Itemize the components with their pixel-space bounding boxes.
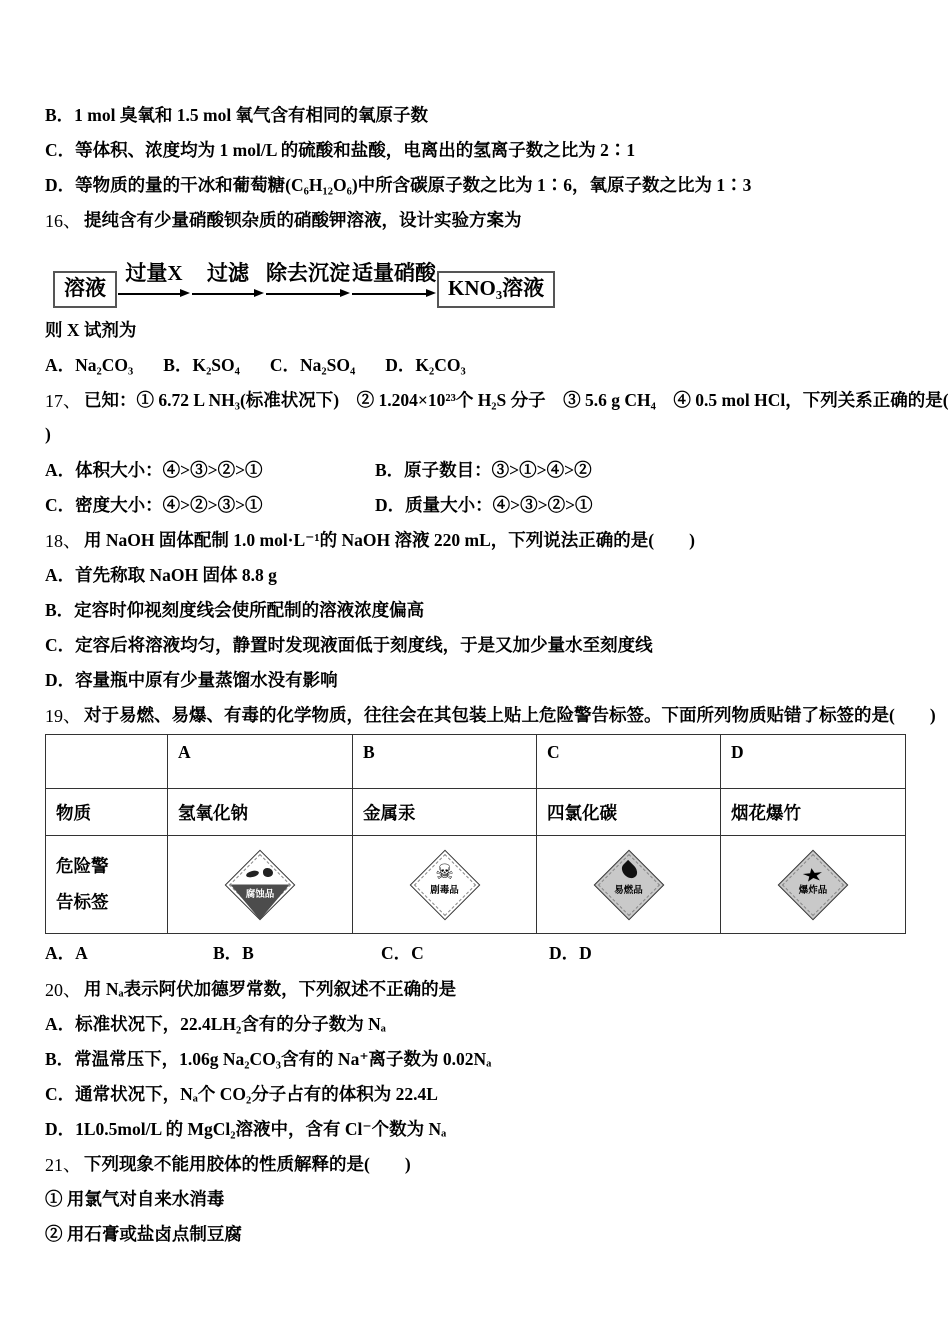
corrosive-hazard-icon	[221, 846, 299, 924]
q21-stem-text: 下列现象不能用胶体的性质解释的是( )	[84, 1154, 411, 1174]
right-arrow-icon	[118, 289, 190, 298]
q16-flow-diagram	[53, 237, 905, 312]
q19-answer-b: B．B	[213, 943, 254, 963]
hazard-row-label-line2: 告标签	[56, 891, 109, 912]
q17-option-b: B．原子数目：③>①>④>②	[375, 460, 592, 480]
q15-option-b: B．1 mol 臭氧和 1.5 mol 氧气含有相同的氧原子数	[45, 105, 429, 125]
q16-stem	[45, 202, 905, 237]
q19-answer-d: D．D	[549, 943, 592, 963]
q20-option-c: C．通常状况下，Nₐ个 CO₂分子占有的体积为 22.4L	[45, 1084, 438, 1104]
q16-option-d: D．K₂CO₃	[385, 355, 466, 375]
substance-d: 烟花爆竹	[721, 789, 906, 836]
substance-row	[46, 789, 906, 836]
hazard-cell-b	[353, 836, 537, 934]
explosive-hazard-icon	[774, 846, 852, 924]
col-header-c: C	[537, 735, 721, 789]
q17-option-a: A．体积大小：④>③>②>①	[45, 460, 263, 480]
col-header-d: D	[721, 735, 906, 789]
flow-step-3	[266, 263, 350, 312]
toxic-hazard-icon	[406, 846, 484, 924]
q19-answer-a: A．A	[45, 943, 88, 963]
col-header-b: B	[353, 735, 537, 789]
hazard-label-text: 腐蚀品	[245, 889, 275, 900]
flammable-hazard-icon	[590, 846, 668, 924]
q18-option-b: B．定容时仰视刻度线会使所配制的溶液浓度偏高	[45, 600, 425, 620]
flow-step-4-label: 适量硝酸	[352, 261, 436, 285]
skull-crossbones-icon: ☠	[435, 859, 454, 884]
q16-prompt: 则 X 试剂为	[45, 320, 137, 340]
flow-step-2	[192, 263, 264, 312]
substance-a: 氢氧化钠	[168, 789, 353, 836]
q15-option-c: C．等体积、浓度均为 1 mol/L 的硫酸和盐酸，电离出的氢离子数之比为 2∶1	[45, 140, 636, 160]
q17-number: 17、	[45, 390, 81, 411]
q15-option-d: D．等物质的量的干冰和葡萄糖(C₆H₁₂O₆)中所含碳原子数之比为 1∶6，氧原子数之比为 1∶3	[45, 175, 752, 195]
q18-option-a: A．首先称取 NaOH 固体 8.8 g	[45, 565, 277, 585]
flow-end-box: KNO₃溶液	[437, 271, 555, 308]
q20-stem	[45, 971, 905, 1006]
q20-stem-text: 用 Nₐ表示阿伏加德罗常数，下列叙述不正确的是	[84, 979, 457, 999]
q16-option-a: A．Na₂CO₃	[45, 355, 134, 375]
q17-option-d: D．质量大小：④>③>②>①	[375, 495, 593, 515]
q16-options	[45, 347, 905, 382]
hazard-label-row	[46, 836, 906, 934]
explosion-icon: ★	[799, 863, 827, 887]
q20-option-b: B．常温常压下，1.06g Na₂CO₃含有的 Na⁺离子数为 0.02Nₐ	[45, 1049, 492, 1069]
flow-step-4	[352, 263, 436, 312]
hazard-row-label-line1: 危险警	[56, 856, 109, 876]
q19-stem-text: 对于易燃、易爆、有毒的化学物质，往往会在其包装上贴上危险警告标签。下面所列物质贴错了标签的是( )	[84, 705, 936, 725]
q17-stem	[45, 382, 949, 417]
q19-stem	[45, 697, 936, 732]
hazard-cell-c	[537, 836, 721, 934]
q19-answer-c: C．C	[381, 943, 424, 963]
q16-number: 16、	[45, 210, 81, 231]
flow-step-3-label: 除去沉淀	[266, 261, 350, 285]
q17-option-c: C．密度大小：④>②>③>①	[45, 495, 263, 515]
hazard-label-text: 爆炸品	[798, 885, 828, 896]
q19-answer-options	[45, 934, 905, 971]
q18-option-c: C．定容后将溶液均匀，静置时发现液面低于刻度线，于是又加少量水至刻度线	[45, 635, 653, 655]
flow-step-1-label: 过量X	[125, 261, 183, 285]
hazard-cell-d	[721, 836, 906, 934]
hazard-cell-a	[168, 836, 353, 934]
right-arrow-icon	[266, 289, 350, 298]
col-header-a: A	[168, 735, 353, 789]
q18-number: 18、	[45, 530, 81, 551]
q20-number: 20、	[45, 979, 81, 1000]
q17-stem-text: 已知：① 6.72 L NH₃(标准状况下) ② 1.204×10²³个 H₂S 分子 ③ 5.6 g CH₄ ④ 0.5 mol HCl，下列关系正确的是(	[84, 390, 949, 410]
flow-step-1	[118, 263, 190, 312]
table-corner-cell	[46, 735, 168, 789]
right-arrow-icon	[352, 289, 436, 298]
q21-number: 21、	[45, 1154, 81, 1175]
substance-b: 金属汞	[353, 789, 537, 836]
right-arrow-icon	[192, 289, 264, 298]
q17-stem-close: )	[45, 424, 51, 444]
hazard-label-text: 剧毒品	[430, 885, 459, 896]
hazard-row-label	[46, 836, 168, 934]
q21-item-2: ② 用石膏或盐卤点制豆腐	[45, 1224, 242, 1244]
substance-c: 四氯化碳	[537, 789, 721, 836]
q16-option-b: B．K₂SO₄	[163, 355, 240, 375]
q16-option-c: C．Na₂SO₄	[269, 355, 356, 375]
q21-item-1: ① 用氯气对自来水消毒	[45, 1189, 225, 1209]
q21-stem	[45, 1146, 905, 1181]
q18-stem	[45, 522, 905, 557]
q17-options-row-2	[45, 487, 905, 522]
q18-option-d: D．容量瓶中原有少量蒸馏水没有影响	[45, 670, 338, 690]
q19-hazard-table	[45, 734, 906, 934]
q17-options-row-1	[45, 452, 905, 487]
q16-stem-text: 提纯含有少量硝酸钡杂质的硝酸钾溶液，设计实验方案为	[84, 210, 522, 230]
table-header-row	[46, 735, 906, 789]
q20-option-a: A．标准状况下，22.4LH₂含有的分子数为 Nₐ	[45, 1014, 386, 1034]
corrosion-pictogram	[263, 868, 273, 877]
flow-start-box: 溶液	[53, 271, 117, 308]
q18-stem-text: 用 NaOH 固体配制 1.0 mol·L⁻¹的 NaOH 溶液 220 mL，下列说法正确的是( )	[84, 530, 695, 550]
q19-number: 19、	[45, 705, 81, 726]
substance-row-label: 物质	[46, 789, 168, 836]
flow-step-2-label: 过滤	[207, 261, 249, 285]
q20-option-d: D．1L0.5mol/L 的 MgCl₂溶液中，含有 Cl⁻个数为 Nₐ	[45, 1119, 447, 1139]
hazard-label-text: 易燃品	[614, 885, 643, 896]
